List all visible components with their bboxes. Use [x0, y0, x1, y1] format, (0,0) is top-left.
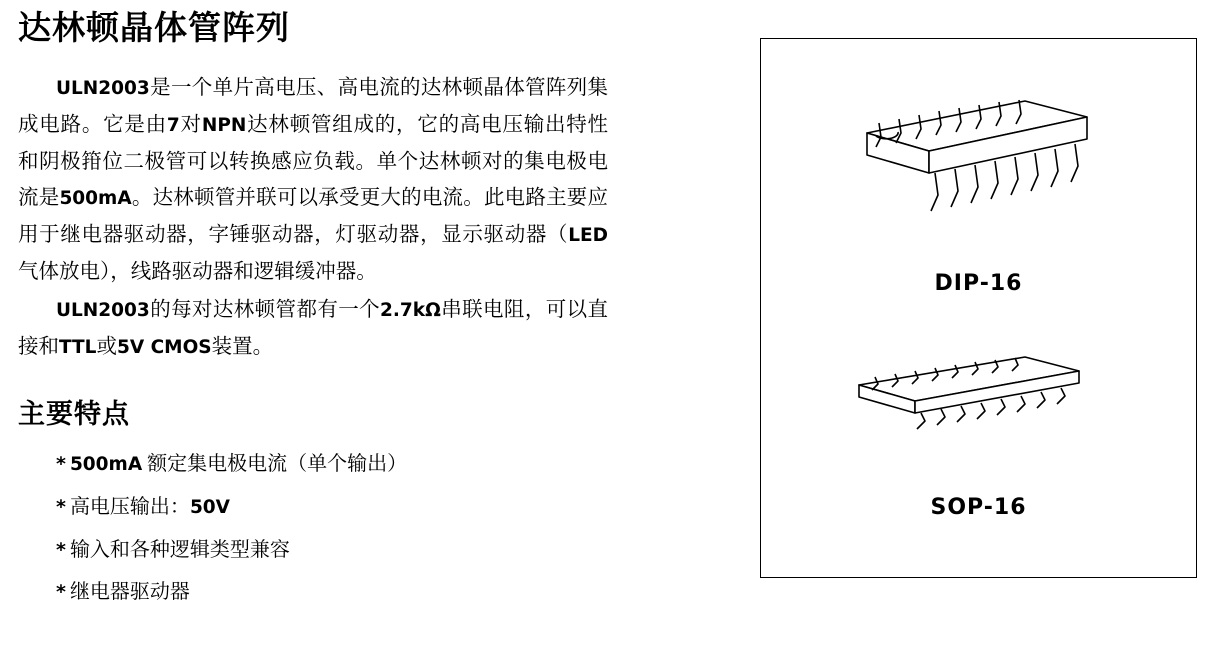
bullet-star-icon: *	[56, 580, 66, 603]
paragraph-text: 气体放电），线路驱动器和逻辑缓冲器。	[18, 260, 377, 283]
list-item	[18, 571, 718, 613]
page-title: 达林顿晶体管阵列	[18, 8, 290, 47]
part-number-ref: ULN2003	[56, 299, 150, 321]
npn-label: NPN	[201, 114, 247, 136]
feature-text: 额定集电极电流（单个输出）	[142, 452, 408, 475]
paragraph-resistor	[18, 292, 608, 366]
bullet-star-icon: *	[56, 452, 66, 475]
pair-count: 7	[166, 114, 180, 136]
feature-value: 50V	[189, 496, 230, 518]
feature-text: 高电压输出：	[69, 495, 190, 518]
list-item	[18, 529, 718, 571]
sop-package-drawing	[829, 349, 1129, 469]
paragraph-text: 。达林顿管并联可以承受更大的电流。此电路主要应用于继电器驱动器，字锤驱动器，灯驱动器，显示驱动器（	[18, 186, 609, 246]
section-title-features: 主要特点	[18, 398, 130, 430]
feature-value: 500mA	[69, 453, 143, 475]
paragraph-intro	[18, 70, 608, 290]
package-figure-box	[760, 38, 1197, 578]
paragraph-text: 的每对达林顿管都有一个	[149, 298, 381, 321]
list-item	[18, 486, 718, 529]
paragraph-text: 达林顿管组成的，它的高电压输出特性和阴极箝位二极管可以转换感应负载。单个达林顿对的集电极电流是	[18, 113, 609, 209]
sop-package-label: SOP-16	[930, 495, 1027, 520]
dip-package	[761, 89, 1196, 296]
dip-package-drawing	[829, 89, 1129, 249]
feature-text: 继电器驱动器	[69, 580, 190, 603]
dip-package-label: DIP-16	[934, 271, 1023, 296]
list-item	[18, 443, 718, 486]
led-label: LED	[568, 224, 608, 246]
part-number-ref: ULN2003	[56, 77, 150, 99]
bullet-star-icon: *	[56, 538, 66, 561]
paragraph-text: 或	[96, 335, 117, 358]
cmos-label: 5V CMOS	[116, 336, 212, 358]
resistor-value: 2.7kΩ	[380, 299, 441, 321]
sop-package	[761, 349, 1196, 520]
bullet-star-icon: *	[56, 495, 66, 518]
text-column	[18, 0, 718, 613]
paragraph-text: 串联电阻，可以直接和	[18, 298, 608, 358]
paragraph-text: 是一个单片高电压、高电流的达林顿晶体管阵列集成电路。它是由	[18, 76, 608, 136]
feature-text: 输入和各种逻辑类型兼容	[69, 538, 290, 561]
current-rating: 500mA	[59, 187, 132, 209]
ttl-label: TTL	[59, 336, 97, 358]
paragraph-text: 对	[179, 113, 202, 136]
paragraph-text: 装置。	[211, 335, 274, 358]
features-list	[18, 443, 718, 613]
